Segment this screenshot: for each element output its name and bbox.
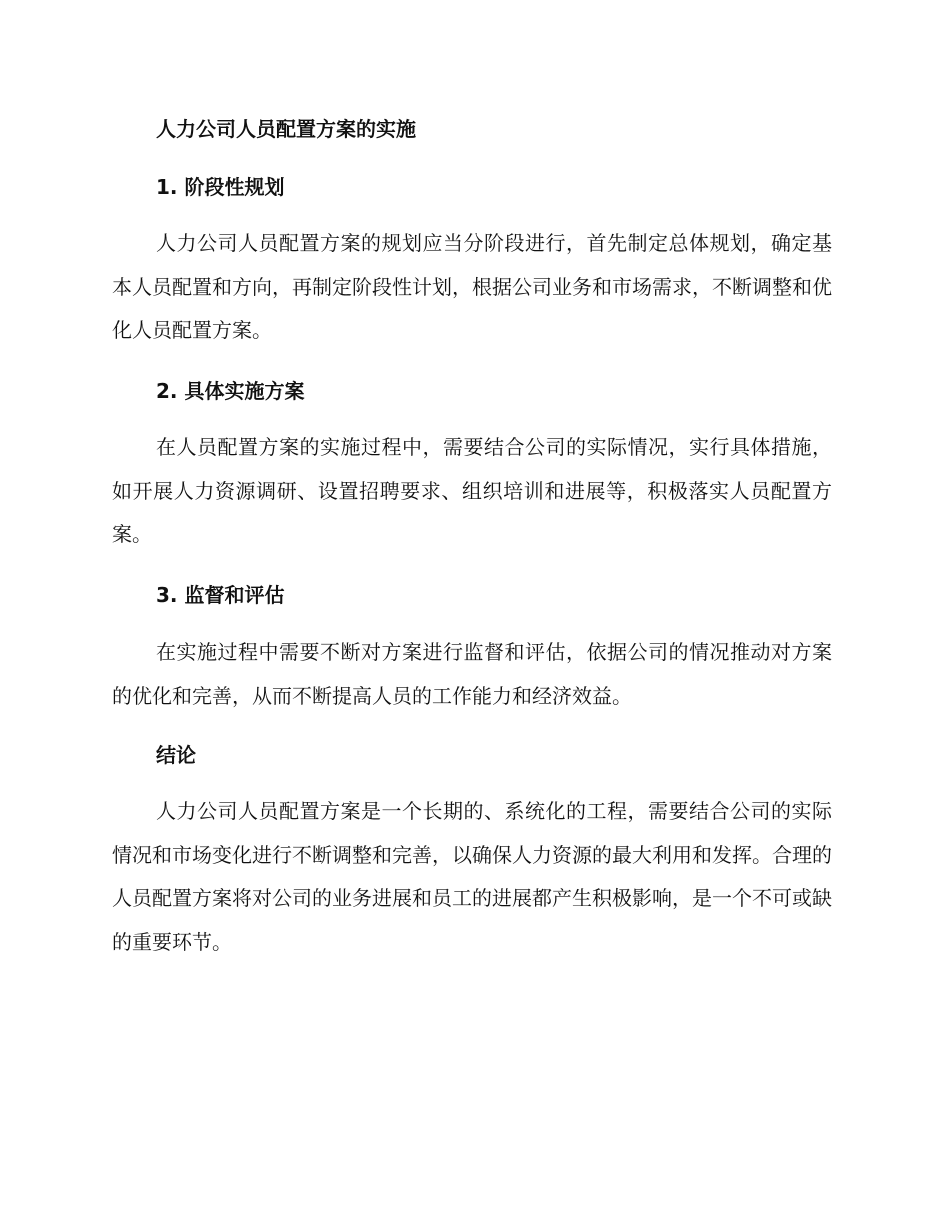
section-1-heading: 1. 阶段性规划: [156, 175, 285, 199]
section-2-heading: 2. 具体实施方案: [156, 379, 305, 403]
document-page: [112, 0, 832, 1230]
document-title: 人力公司人员配置方案的实施: [156, 117, 416, 141]
conclusion-body: 人力公司人员配置方案是一个长期的、系统化的工程，需要结合公司的实际情况和市场变化进行不断调整和完善，以确保人力资源的最大利用和发挥。合理的人员配置方案将对公司的业务进展和员工的进展都产生积极影响，是一个不可或缺的重要环节。: [112, 799, 832, 954]
conclusion-heading: 结论: [156, 743, 196, 767]
section-3-heading: 3. 监督和评估: [156, 583, 285, 607]
section-1-body: 人力公司人员配置方案的规划应当分阶段进行，首先制定总体规划，确定基本人员配置和方向，再制定阶段性计划，根据公司业务和市场需求，不断调整和优化人员配置方案。: [112, 231, 832, 342]
section-3-body: 在实施过程中需要不断对方案进行监督和评估，依据公司的情况推动对方案的优化和完善，从而不断提高人员的工作能力和经济效益。: [112, 640, 832, 708]
section-2-body: 在人员配置方案的实施过程中，需要结合公司的实际情况，实行具体措施，如开展人力资源调研、设置招聘要求、组织培训和进展等，积极落实人员配置方案。: [112, 435, 832, 546]
